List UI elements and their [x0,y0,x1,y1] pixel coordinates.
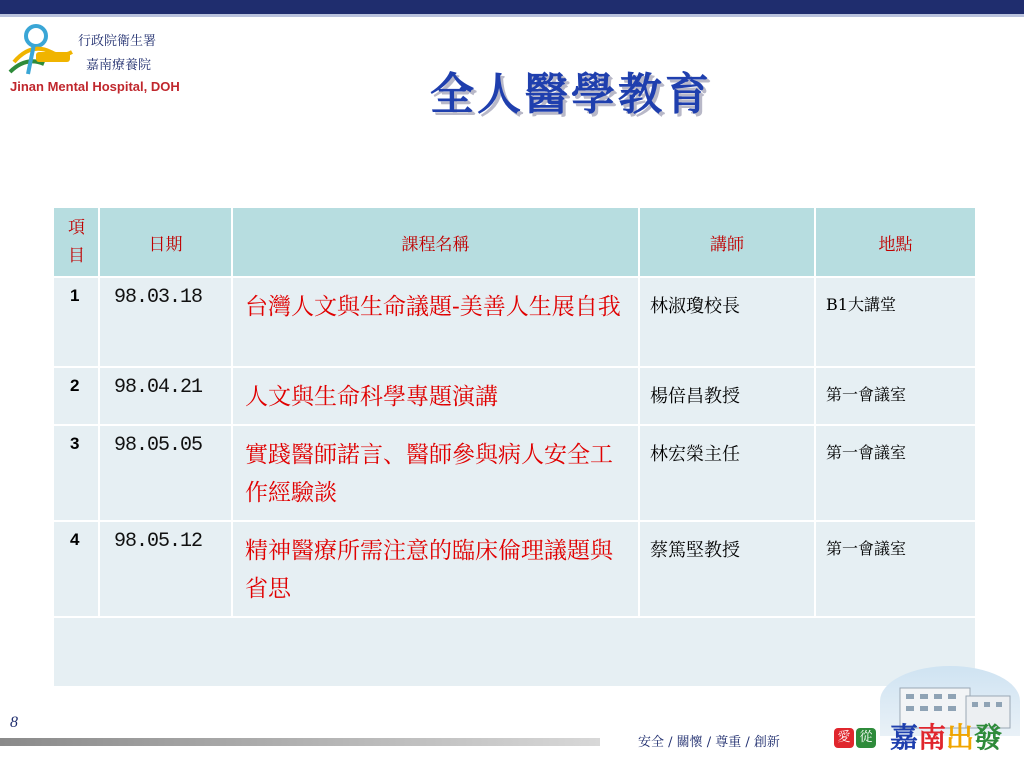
badges [834,726,878,748]
row-date: 98.05.12 [99,521,232,617]
row-course: 實踐醫師諾言、醫師參與病人安全工作經驗談 [232,425,639,521]
hospital-logo [6,22,206,98]
schedule-table [52,206,977,688]
empty-cell [53,617,976,687]
hospital-logo-icon [6,22,76,82]
org-name-english: Jinan Mental Hospital, DOH [10,79,180,94]
table-row [53,277,976,367]
header-no: 項目 [53,207,99,277]
row-course: 台灣人文與生命議題-美善人生展自我 [232,277,639,367]
header-date: 日期 [99,207,232,277]
header-lecturer: 講師 [639,207,815,277]
row-date: 98.03.18 [99,277,232,367]
row-no: 1 [53,277,99,367]
header-course: 課程名稱 [232,207,639,277]
slogan: 安全 / 關懷 / 尊重 / 創新 [638,735,780,750]
table-row [53,521,976,617]
love-badge: 愛 [834,728,854,748]
row-lecturer: 楊倍昌教授 [639,367,815,425]
table-row-empty [53,617,976,687]
brand-slogan: 嘉南出發 [890,721,1003,754]
table-row [53,367,976,425]
from-badge: 從 [856,728,876,748]
header-location: 地點 [815,207,976,277]
bottom-bar [0,738,600,746]
page-number: 8 [10,714,18,731]
row-course: 精神醫療所需注意的臨床倫理議題與省思 [232,521,639,617]
row-location: 第一會議室 [815,425,976,521]
row-date: 98.04.21 [99,367,232,425]
row-course: 人文與生命科學專題演講 [232,367,639,425]
row-lecturer: 林宏榮主任 [639,425,815,521]
row-location: 第一會議室 [815,521,976,617]
row-lecturer: 蔡篤堅教授 [639,521,815,617]
row-no: 3 [53,425,99,521]
table-row [53,425,976,521]
row-location: B1大講堂 [815,277,976,367]
table-header-row [53,207,976,277]
org-name-line1: 行政院衛生署 [78,34,157,49]
row-no: 4 [53,521,99,617]
row-lecturer: 林淑瓊校長 [639,277,815,367]
row-no: 2 [53,367,99,425]
top-bar [0,0,1024,14]
org-name-line2: 嘉南療養院 [86,58,152,73]
page-title: 全人醫學教育 [430,69,712,120]
row-location: 第一會議室 [815,367,976,425]
row-date: 98.05.05 [99,425,232,521]
